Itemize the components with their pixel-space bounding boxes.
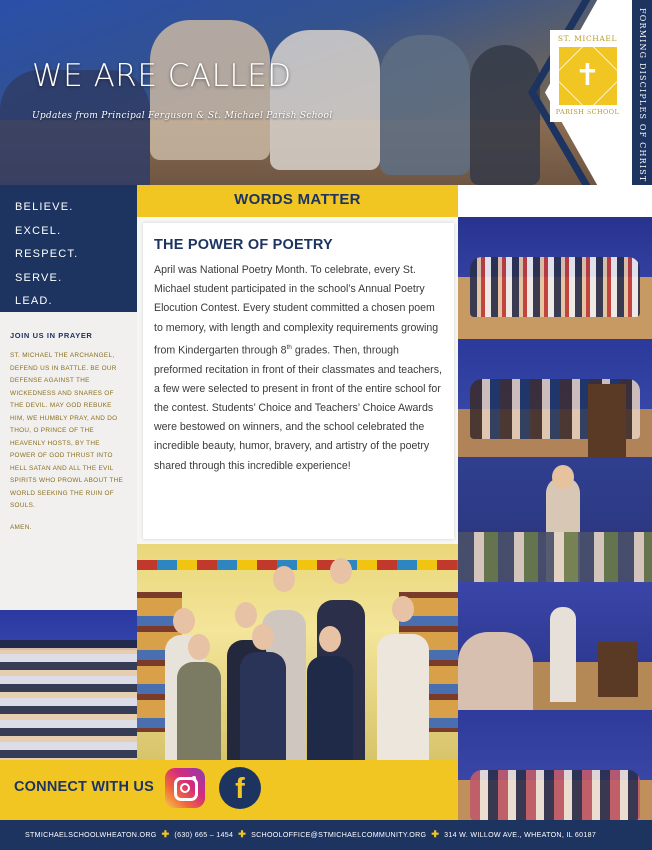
instagram-icon-dot [192,776,196,780]
footer-address: 314 W. WILLOW AVE., WHEATON, IL 60187 [444,831,597,839]
article-body-part1: April was National Poetry Month. To celebrate, every St. Michael student participated in the school’s Annual Poetry Elocution Contest. Every student committed a chosen poem to memory, with length and complexity requirements growing from Kindergarten through 8 [154,264,439,357]
page-subtitle: Updates from Principal Ferguson & St. Michael Parish School [32,111,333,121]
value-item: RESPECT. [15,248,79,260]
page-title: WE ARE CALLED [32,58,292,94]
footer-phone[interactable]: (630) 665 – 1454 [174,831,234,839]
section-banner: WORDS MATTER [137,185,458,217]
article-body [154,261,442,476]
header-hero-photo [0,0,632,185]
article [137,217,458,544]
value-item: SERVE. [15,271,63,284]
photo-audience [458,217,652,339]
value-item: EXCEL. [15,224,62,237]
plus-icon: ✚ [431,829,440,839]
photo-gym-assembly [0,610,137,760]
prayer-title: JOIN US IN PRAYER [10,331,93,340]
prayer-amen: AMEN. [10,523,32,531]
plus-icon: ✚ [238,829,247,839]
article-body-superscript: th [286,343,292,351]
school-logo [550,30,625,122]
side-banner-text: FORMING DISCIPLES OF CHRIST [638,7,647,183]
photo-student-performing [458,457,652,582]
article-title: THE POWER OF POETRY [154,237,333,253]
footer-website[interactable]: STMICHAELSCHOOLWHEATON.ORG [25,831,157,839]
instagram-icon[interactable] [165,768,205,808]
footer-email[interactable]: SCHOOLOFFICE@STMICHAELCOMMUNITY.ORG [251,831,427,839]
connect-label: CONNECT WITH US [14,779,154,795]
plus-icon: ✚ [161,829,170,839]
footer-contact-bar [0,820,652,850]
value-item: BELIEVE. [15,201,74,213]
photo-student-at-podium [458,582,652,710]
side-banner [632,0,652,185]
hero-crowd [470,45,540,185]
school-values [0,185,137,312]
hero-crowd [380,35,470,175]
article-body-part2: grades. Then, through preformed recitation in front of their classmates and teachers, a few were selected to present in front of the entire school for the contest. Students’ Choice and Teachers’ Choice Awards were bestowed on winners, and the school celebrated the incredible beauty, humor, bravery, and artistry of the poetry shared through this incredible experience! [154,344,442,472]
cross-icon: ✝ [559,47,617,105]
value-item: LEAD. [15,295,53,307]
prayer-body: ST. MICHAEL THE ARCHANGEL, DEFEND US IN BATTLE. BE OUR DEFENSE AGAINST THE WICKEDNESS AND SNARES OF THE DEVIL. MAY GOD REBUKE HIM, WE HUMBLY PRAY, AND DO THOU, O PRINCE OF THE HEAVENLY HOSTS, BY THE POWER OF GOD THRUST INTO HELL SATAN AND ALL THE EVIL SPIRITS WHO PROWL ABOUT THE WORLD SEEKING THE RUIN OF SOULS. [10,352,124,509]
photo-student-reciting [458,339,652,457]
photo-audience-seated [458,710,652,820]
logo-bottom-text: PARISH SCHOOL [555,108,620,116]
photo-contest-winners [137,544,458,760]
article-card [143,223,454,539]
logo-top-text: ST. MICHAEL [557,34,618,43]
prayer-panel [0,312,137,610]
hero-crowd [270,30,380,170]
facebook-icon[interactable]: f [219,767,261,809]
